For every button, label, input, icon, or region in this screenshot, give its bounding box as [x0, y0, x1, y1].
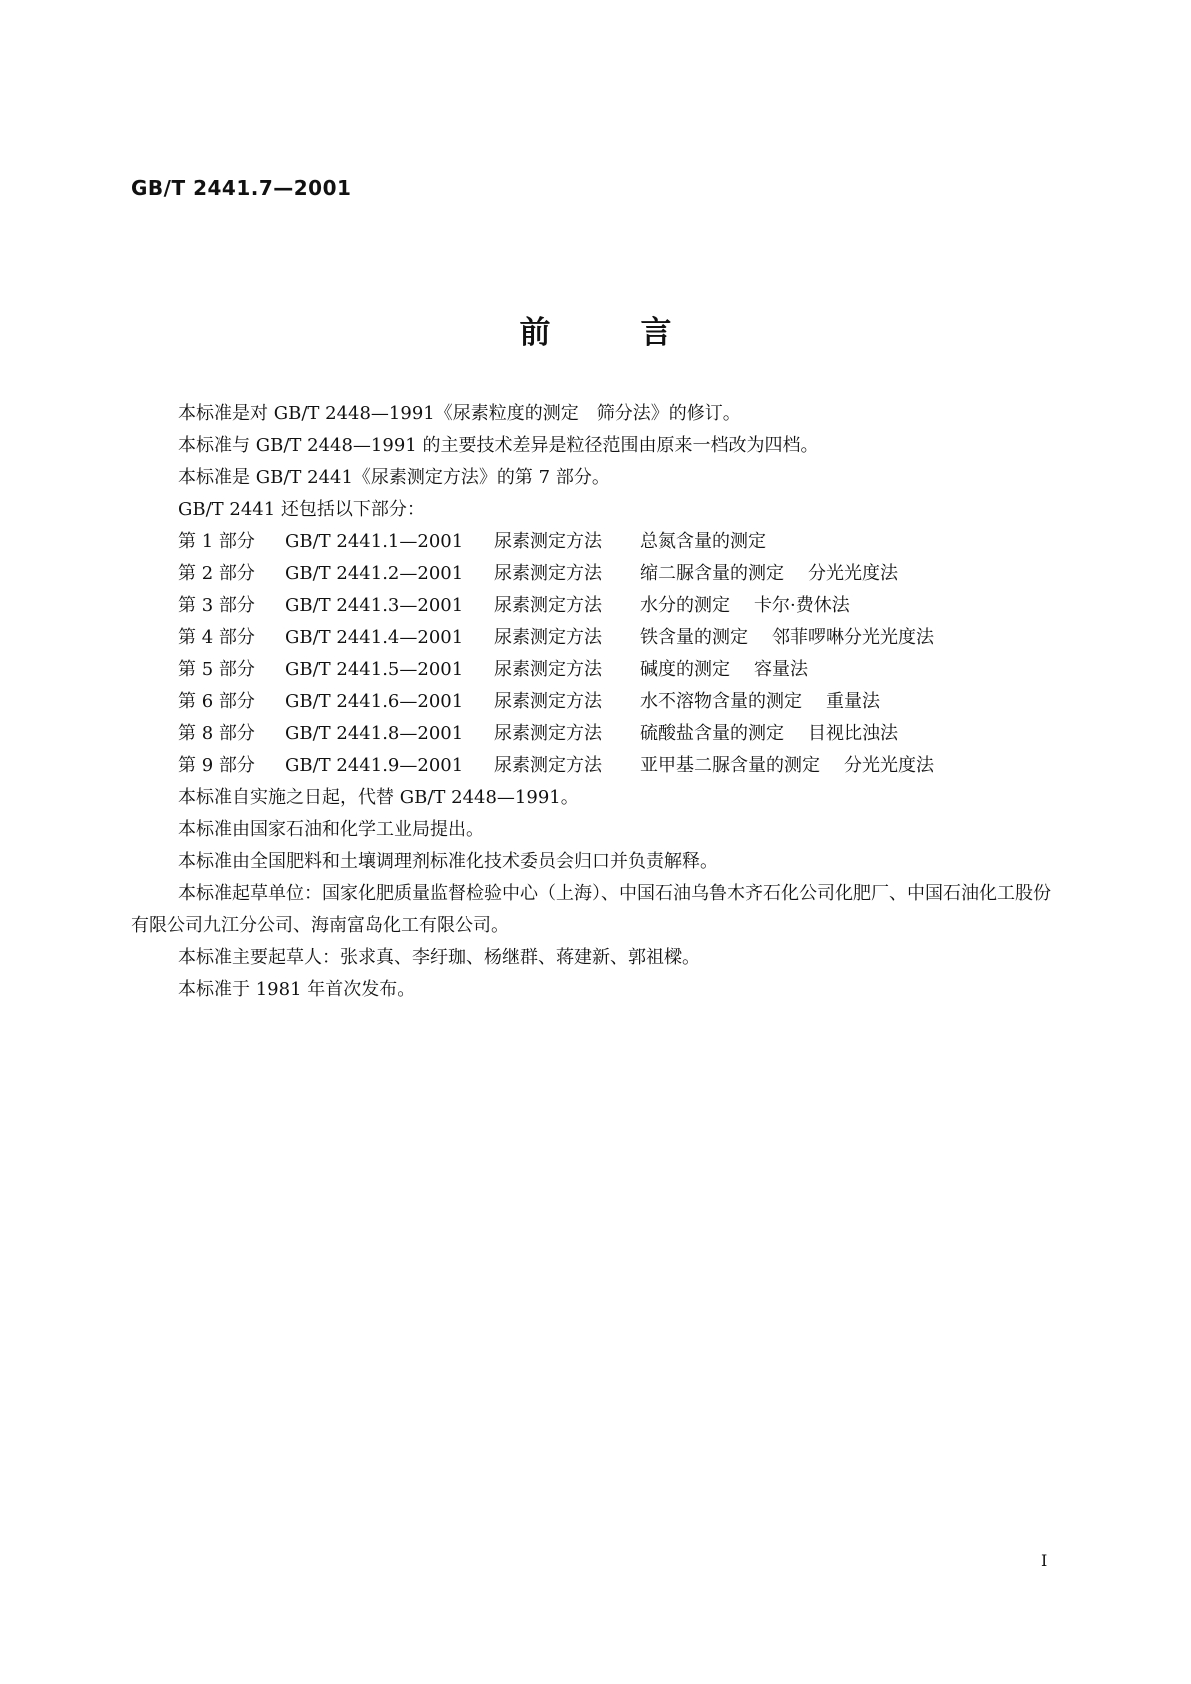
part-method: 尿素测定方法 [494, 659, 602, 680]
part-item: 硫酸盐含量的测定 [640, 723, 784, 744]
part-item: 缩二脲含量的测定 [640, 563, 784, 584]
part-method: 尿素测定方法 [494, 531, 602, 552]
part-item: 碱度的测定 [640, 659, 730, 680]
paragraph: 本标准由国家石油和化学工业局提出。 [178, 819, 484, 840]
part-code: GB/T 2441.8—2001 [285, 723, 464, 744]
part-method: 尿素测定方法 [494, 563, 602, 584]
standard-code: GB/T 2441.7—2001 [131, 176, 352, 200]
part-item: 水分的测定 [640, 595, 730, 616]
list-item [131, 622, 1061, 654]
part-code: GB/T 2441.4—2001 [285, 627, 464, 648]
part-code: GB/T 2441.3—2001 [285, 595, 464, 616]
part-method: 尿素测定方法 [494, 691, 602, 712]
part-method: 尿素测定方法 [494, 723, 602, 744]
part-method: 尿素测定方法 [494, 755, 602, 776]
list-item [131, 654, 1061, 686]
paragraph: 本标准是对 GB/T 2448—1991《尿素粒度的测定 筛分法》的修订。 [178, 403, 741, 424]
paragraph: GB/T 2441 还包括以下部分： [178, 499, 425, 520]
part-item: 总氮含量的测定 [640, 531, 766, 552]
paragraph: 本标准由全国肥料和土壤调理剂标准化技术委员会归口并负责解释。 [178, 851, 718, 872]
list-item [131, 558, 1061, 590]
part-number: 第 3 部分 [178, 595, 255, 616]
part-code: GB/T 2441.2—2001 [285, 563, 464, 584]
part-method: 尿素测定方法 [494, 627, 602, 648]
list-item [131, 590, 1061, 622]
parts-list [131, 526, 1061, 782]
list-item [131, 686, 1061, 718]
part-subtitle: 重量法 [826, 691, 880, 712]
part-subtitle: 分光光度法 [844, 755, 934, 776]
part-number: 第 4 部分 [178, 627, 255, 648]
part-code: GB/T 2441.1—2001 [285, 531, 464, 552]
paragraph: 本标准与 GB/T 2448—1991 的主要技术差异是粒径范围由原来一档改为四档。 [178, 435, 819, 456]
list-item [131, 526, 1061, 558]
part-subtitle: 邻菲啰啉分光光度法 [772, 627, 934, 648]
part-item: 铁含量的测定 [640, 627, 748, 648]
part-method: 尿素测定方法 [494, 595, 602, 616]
part-subtitle: 目视比浊法 [808, 723, 898, 744]
paragraph: 本标准自实施之日起，代替 GB/T 2448—1991。 [178, 787, 579, 808]
part-subtitle: 分光光度法 [808, 563, 898, 584]
part-subtitle: 卡尔·费休法 [754, 595, 850, 616]
part-number: 第 9 部分 [178, 755, 255, 776]
foreword-body [131, 398, 1061, 1006]
part-number: 第 5 部分 [178, 659, 255, 680]
page-number: I [1041, 1551, 1048, 1570]
part-number: 第 2 部分 [178, 563, 255, 584]
part-number: 第 1 部分 [178, 531, 255, 552]
part-code: GB/T 2441.5—2001 [285, 659, 464, 680]
part-code: GB/T 2441.6—2001 [285, 691, 464, 712]
paragraph: 本标准于 1981 年首次发布。 [178, 979, 416, 1000]
part-number: 第 8 部分 [178, 723, 255, 744]
paragraph: 本标准起草单位：国家化肥质量监督检验中心（上海）、中国石油乌鲁木齐石化公司化肥厂、中国石油化工股份有限公司九江分公司、海南富岛化工有限公司。 [131, 883, 1051, 936]
paragraph: 本标准是 GB/T 2441《尿素测定方法》的第 7 部分。 [178, 467, 610, 488]
part-subtitle: 容量法 [754, 659, 808, 680]
part-number: 第 6 部分 [178, 691, 255, 712]
part-item: 亚甲基二脲含量的测定 [640, 755, 820, 776]
list-item [131, 750, 1061, 782]
list-item [131, 718, 1061, 750]
part-code: GB/T 2441.9—2001 [285, 755, 464, 776]
part-item: 水不溶物含量的测定 [640, 691, 802, 712]
page-title: 前言 [519, 315, 762, 351]
paragraph: 本标准主要起草人：张求真、李纡珈、杨继群、蒋建新、郭祖樑。 [178, 947, 700, 968]
